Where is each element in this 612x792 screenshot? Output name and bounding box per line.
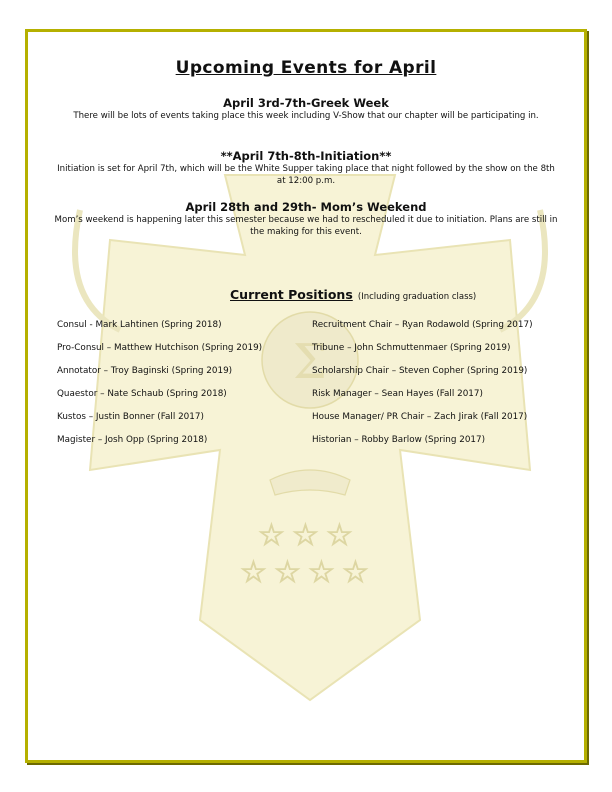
positions-title: Current Positions — [230, 287, 353, 302]
positions-note: (Including graduation class) — [357, 292, 477, 302]
position-left-4: Quaestor – Nate Schaub (Spring 2018) — [57, 389, 227, 399]
position-right-3: Scholarship Chair – Steven Copher (Spring 2019) — [312, 366, 528, 376]
event-greek-week — [52, 96, 560, 122]
position-left-6: Magister – Josh Opp (Spring 2018) — [57, 435, 208, 445]
event-heading: April 3rd-7th-Greek Week — [223, 96, 389, 110]
star-icon: ☆ — [292, 518, 319, 553]
event-initiation — [52, 149, 560, 187]
event-moms-weekend — [52, 200, 560, 238]
position-right-5: House Manager/ PR Chair – Zach Jirak (Fall 2017) — [312, 412, 528, 422]
page-title: Upcoming Events for April — [175, 58, 437, 78]
event-description: There will be lots of events taking place this week including V-Show that our chapter will be participating in. — [73, 111, 539, 121]
star-icon: ☆ — [308, 555, 335, 590]
sigma-glyph: Σ — [293, 334, 327, 390]
star-icon: ☆ — [274, 555, 301, 590]
position-right-1: Recruitment Chair – Ryan Rodawold (Spring 2017) — [312, 320, 533, 330]
position-left-1: Consul - Mark Lahtinen (Spring 2018) — [57, 320, 222, 330]
position-left-3: Annotator – Troy Baginski (Spring 2019) — [57, 366, 233, 376]
event-heading: April 28th and 29th- Mom’s Weekend — [185, 200, 427, 214]
star-icon: ☆ — [240, 555, 267, 590]
event-description: Initiation is set for April 7th, which will be the White Supper taking place that night followed by the show on the 8th at 12:00 p.m. — [57, 164, 555, 186]
position-right-2: Tribune – John Schmuttenmaer (Spring 2019) — [312, 343, 511, 353]
position-right-6: Historian – Robby Barlow (Spring 2017) — [312, 435, 486, 445]
positions-heading — [230, 284, 476, 303]
star-icon: ☆ — [342, 555, 369, 590]
event-description: Mom’s weekend is happening later this semester because we had to rescheduled it due to initiation. Plans are still in the making for this event. — [54, 215, 558, 237]
position-left-2: Pro-Consul – Matthew Hutchison (Spring 2019) — [57, 343, 263, 353]
position-right-4: Risk Manager – Sean Hayes (Fall 2017) — [312, 389, 483, 399]
star-icon: ☆ — [258, 518, 285, 553]
event-heading: **April 7th-8th-Initiation** — [220, 149, 392, 163]
position-left-5: Kustos – Justin Bonner (Fall 2017) — [57, 412, 204, 422]
star-icon: ☆ — [326, 518, 353, 553]
